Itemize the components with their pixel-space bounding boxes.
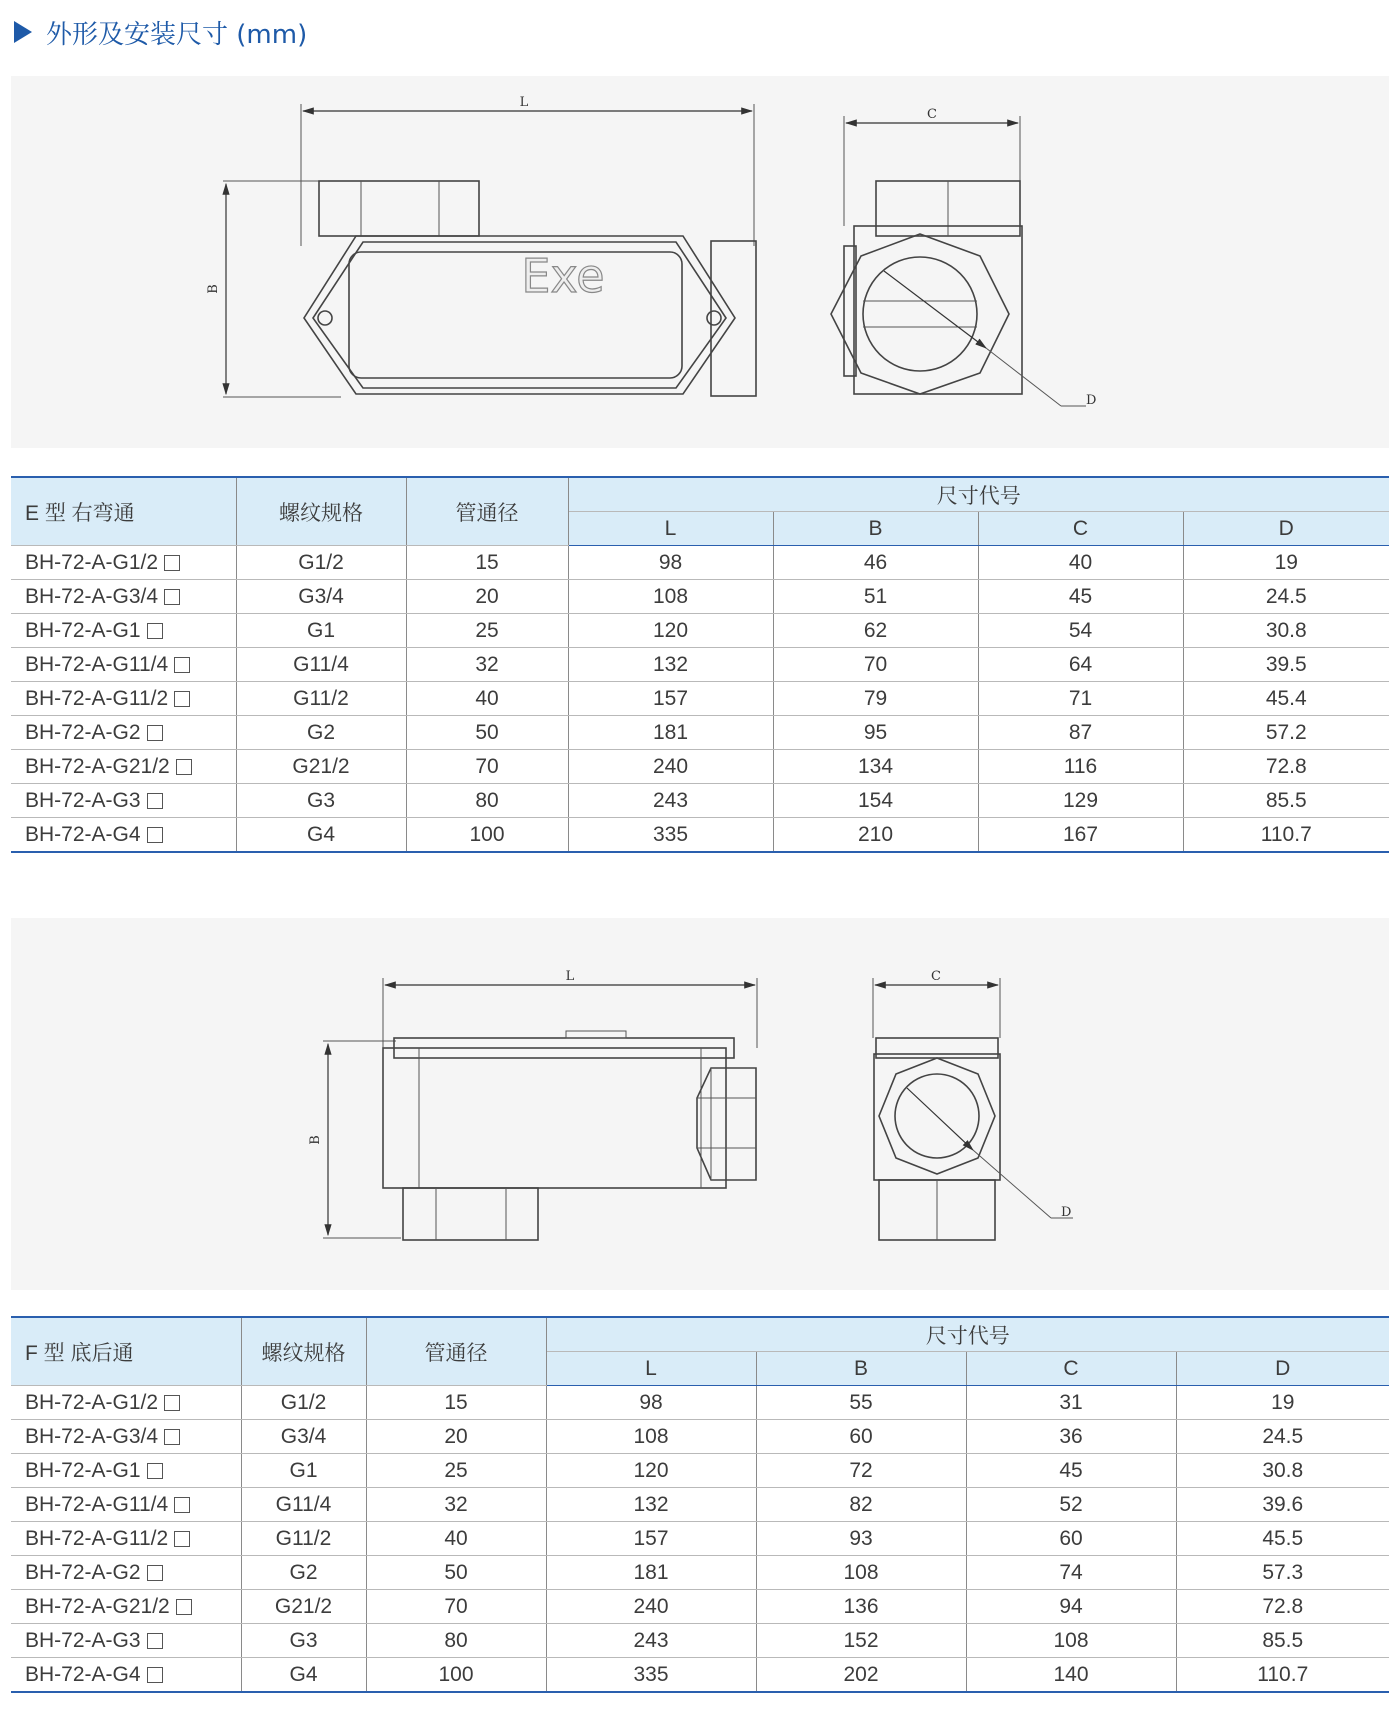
model-code: BH-72-A-G21/2 <box>25 1594 170 1618</box>
model-code: BH-72-A-G11/2 <box>25 686 169 710</box>
dim-label-C: C <box>927 107 937 122</box>
model-code: BH-72-A-G1/2 <box>25 1390 159 1414</box>
play-triangle-icon <box>14 21 32 43</box>
checkbox-icon[interactable] <box>174 1497 190 1513</box>
checkbox-icon[interactable] <box>174 657 190 673</box>
model-code: BH-72-A-G11/4 <box>25 1492 169 1516</box>
table-row: BH-72-A-G2 G2 50 181 108 74 57.3 <box>11 1556 1389 1590</box>
side-view-f <box>873 969 1073 1240</box>
model-code: BH-72-A-G4 <box>25 822 141 846</box>
model-code: BH-72-A-G1/2 <box>25 550 159 574</box>
checkbox-icon[interactable] <box>176 1599 192 1615</box>
front-view-e <box>206 95 756 397</box>
checkbox-icon[interactable] <box>147 1667 163 1683</box>
header-dim-group: 尺寸代号 <box>546 1317 1389 1352</box>
table-row: BH-72-A-G3 G3 80 243 152 108 85.5 <box>11 1624 1389 1658</box>
header-C: C <box>978 512 1183 546</box>
table-row: BH-72-A-G3 G3 80 243 154 129 85.5 <box>11 784 1389 818</box>
table-row: BH-72-A-G21/2 G21/2 70 240 136 94 72.8 <box>11 1590 1389 1624</box>
checkbox-icon[interactable] <box>147 1463 163 1479</box>
checkbox-icon[interactable] <box>176 759 192 775</box>
spec-table-e <box>11 476 1389 853</box>
table-row: BH-72-A-G1 G1 25 120 72 45 30.8 <box>11 1454 1389 1488</box>
checkbox-icon[interactable] <box>164 589 180 605</box>
header-C: C <box>966 1352 1176 1386</box>
dim-label-D: D <box>1086 393 1097 408</box>
checkbox-icon[interactable] <box>174 1531 190 1547</box>
front-view-f <box>308 969 757 1240</box>
checkbox-icon[interactable] <box>147 793 163 809</box>
table-row: BH-72-A-G1 G1 25 120 62 54 30.8 <box>11 614 1389 648</box>
checkbox-icon[interactable] <box>164 1395 180 1411</box>
checkbox-icon[interactable] <box>147 1565 163 1581</box>
model-code: BH-72-A-G1 <box>25 1458 141 1482</box>
dim-label-L: L <box>565 969 575 984</box>
table-row: BH-72-A-G2 G2 50 181 95 87 57.2 <box>11 716 1389 750</box>
table-row: BH-72-A-G11/4 G11/4 32 132 70 64 39.5 <box>11 648 1389 682</box>
model-code: BH-72-A-G2 <box>25 1560 141 1584</box>
checkbox-icon[interactable] <box>147 623 163 639</box>
checkbox-icon[interactable] <box>147 725 163 741</box>
model-code: BH-72-A-G21/2 <box>25 754 170 778</box>
table-row: BH-72-A-G1/2 G1/2 15 98 55 31 19 <box>11 1386 1389 1420</box>
dim-label-B: B <box>308 1135 323 1145</box>
dim-label-L: L <box>519 95 529 110</box>
header-B: B <box>773 512 978 546</box>
table-row: BH-72-A-G11/2 G11/2 40 157 79 71 45.4 <box>11 682 1389 716</box>
model-code: BH-72-A-G3/4 <box>25 1424 159 1448</box>
checkbox-icon[interactable] <box>147 1633 163 1649</box>
model-code: BH-72-A-G3 <box>25 1628 141 1652</box>
exe-marking: Exe <box>521 249 605 303</box>
section-title-text: 外形及安装尺寸 (mm) <box>46 19 308 50</box>
table-row: BH-72-A-G3/4 G3/4 20 108 51 45 24.5 <box>11 580 1389 614</box>
header-D: D <box>1176 1352 1389 1386</box>
table-row: BH-72-A-G21/2 G21/2 70 240 134 116 72.8 <box>11 750 1389 784</box>
dim-label-C: C <box>931 969 941 984</box>
table-row: BH-72-A-G3/4 G3/4 20 108 60 36 24.5 <box>11 1420 1389 1454</box>
dim-label-D: D <box>1061 1205 1072 1220</box>
table-row: BH-72-A-G11/4 G11/4 32 132 82 52 39.6 <box>11 1488 1389 1522</box>
header-bore: 管通径 <box>406 477 568 546</box>
model-code: BH-72-A-G3/4 <box>25 584 159 608</box>
table-type-label: F 型 底后通 <box>11 1317 241 1386</box>
header-B: B <box>756 1352 966 1386</box>
table-row: BH-72-A-G1/2 G1/2 15 98 46 40 19 <box>11 546 1389 580</box>
model-code: BH-72-A-G1 <box>25 618 141 642</box>
model-code: BH-72-A-G11/2 <box>25 1526 169 1550</box>
header-L: L <box>568 512 773 546</box>
model-code: BH-72-A-G4 <box>25 1662 141 1686</box>
table-row: BH-72-A-G4 G4 100 335 210 167 110.7 <box>11 818 1389 853</box>
table-row: BH-72-A-G11/2 G11/2 40 157 93 60 45.5 <box>11 1522 1389 1556</box>
diagram-f-type <box>11 918 1389 1290</box>
table-row: BH-72-A-G4 G4 100 335 202 140 110.7 <box>11 1658 1389 1693</box>
model-code: BH-72-A-G3 <box>25 788 141 812</box>
model-code: BH-72-A-G11/4 <box>25 652 169 676</box>
spec-table-f <box>11 1316 1389 1693</box>
model-code: BH-72-A-G2 <box>25 720 141 744</box>
checkbox-icon[interactable] <box>147 827 163 843</box>
side-view-e <box>831 107 1096 408</box>
header-thread: 螺纹规格 <box>241 1317 366 1386</box>
checkbox-icon[interactable] <box>164 555 180 571</box>
checkbox-icon[interactable] <box>164 1429 180 1445</box>
header-bore: 管通径 <box>366 1317 546 1386</box>
header-dim-group: 尺寸代号 <box>568 477 1389 512</box>
header-L: L <box>546 1352 756 1386</box>
checkbox-icon[interactable] <box>174 691 190 707</box>
dim-label-B: B <box>206 284 221 294</box>
section-title <box>14 14 307 50</box>
table-type-label: E 型 右弯通 <box>11 477 236 546</box>
diagram-e-type <box>11 76 1389 448</box>
header-D: D <box>1183 512 1389 546</box>
header-thread: 螺纹规格 <box>236 477 406 546</box>
